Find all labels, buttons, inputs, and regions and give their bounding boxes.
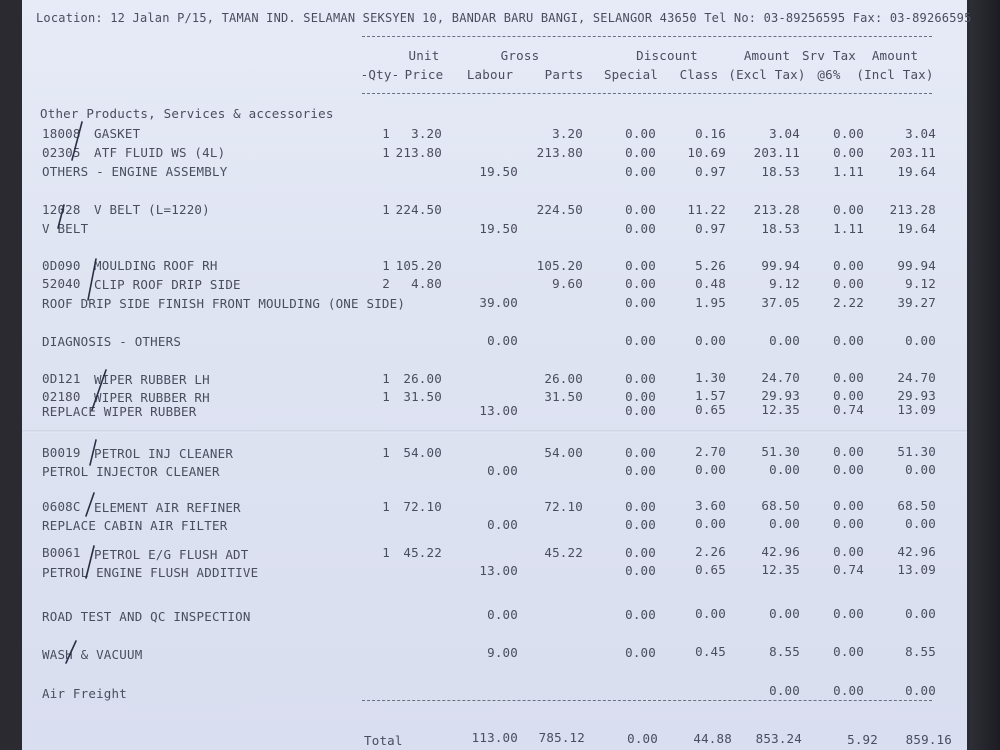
total-parts: 785.12 <box>538 730 585 745</box>
item-special: 0.00 <box>625 545 656 560</box>
background-shadow <box>970 0 1000 750</box>
item-description: WIPER RUBBER RH <box>94 389 210 405</box>
col-qty-header: -Qty- <box>360 67 400 82</box>
item-tax: 0.74 <box>833 402 864 418</box>
item-code: 0D090 <box>42 258 81 273</box>
item-class: 2.70 <box>695 444 726 460</box>
item-code: 18008 <box>42 126 81 141</box>
item-code: 0608C <box>42 499 81 514</box>
item-tax: 0.00 <box>833 544 864 560</box>
item-description: CLIP ROOF DRIP SIDE <box>94 276 241 292</box>
item-excl: 51.30 <box>761 444 800 460</box>
item-class: 0.00 <box>695 605 726 621</box>
col-amount-excl-header-2: (Excl Tax) <box>728 67 806 82</box>
item-code: 02180 <box>42 389 81 404</box>
item-excl: 42.96 <box>761 544 800 560</box>
item-labour: 0.00 <box>487 607 518 622</box>
item-description: ATF FLUID WS (4L) <box>94 145 226 161</box>
item-labour: 13.00 <box>479 563 518 578</box>
item-qty: 1 <box>382 126 390 141</box>
item-parts: 3.20 <box>552 126 583 141</box>
item-tax: 0.00 <box>833 332 864 348</box>
item-incl: 0.00 <box>905 605 936 621</box>
item-incl: 8.55 <box>905 643 936 659</box>
item-description: REPLACE WIPER RUBBER <box>42 404 197 420</box>
item-labour: 39.00 <box>479 295 518 310</box>
item-tax: 0.00 <box>833 516 864 532</box>
item-parts: 72.10 <box>544 499 583 514</box>
item-description: MOULDING ROOF RH <box>94 258 218 274</box>
item-class: 1.57 <box>695 388 726 404</box>
item-tax: 0.00 <box>833 144 864 160</box>
item-incl: 13.09 <box>897 402 936 418</box>
item-incl: 13.09 <box>897 562 936 578</box>
item-excl: 213.28 <box>753 201 800 217</box>
item-special: 0.00 <box>625 276 656 291</box>
item-parts: 54.00 <box>544 445 583 460</box>
item-qty: 1 <box>382 202 390 217</box>
item-labour: 13.00 <box>479 403 518 418</box>
item-code: 52040 <box>42 276 81 291</box>
item-description: OTHERS - ENGINE ASSEMBLY <box>42 164 228 180</box>
item-description: PETROL INJ CLEANER <box>94 446 234 462</box>
item-tax: 0.00 <box>833 388 864 404</box>
item-description: PETROL E/G FLUSH ADT <box>94 546 249 562</box>
item-price: 4.80 <box>411 276 442 291</box>
item-tax: 0.00 <box>833 605 864 621</box>
item-class: 0.65 <box>695 402 726 418</box>
col-labour-header: Labour <box>466 67 514 82</box>
item-price: 26.00 <box>403 371 442 386</box>
item-description: REPLACE CABIN AIR FILTER <box>42 518 228 534</box>
item-class: 1.95 <box>695 294 726 310</box>
item-special: 0.00 <box>625 517 656 532</box>
item-parts: 224.50 <box>536 202 583 217</box>
item-incl: 29.93 <box>897 388 936 404</box>
item-price: 72.10 <box>403 499 442 514</box>
item-code: B0019 <box>42 445 81 460</box>
item-parts: 105.20 <box>536 258 583 273</box>
item-price: 45.22 <box>403 545 442 560</box>
item-class: 0.00 <box>695 516 726 532</box>
item-incl: 203.11 <box>889 144 936 160</box>
col-amount-excl-header-1: Amount <box>743 48 791 63</box>
item-special: 0.00 <box>625 607 656 622</box>
col-srv-tax-header-2: @6% <box>817 67 841 82</box>
col-srv-tax-header-1: Srv Tax <box>801 48 857 63</box>
item-class: 5.26 <box>695 257 726 273</box>
item-incl: 19.64 <box>897 220 936 236</box>
item-qty: 1 <box>382 371 390 386</box>
item-special: 0.00 <box>625 463 656 478</box>
item-class: 0.97 <box>695 163 726 179</box>
item-labour: 9.00 <box>487 645 518 660</box>
item-price: 3.20 <box>411 126 442 141</box>
item-excl: 18.53 <box>761 163 800 179</box>
col-parts-header: Parts <box>544 67 584 82</box>
item-special: 0.00 <box>625 126 656 141</box>
total-amount-excl: 853.24 <box>755 731 802 746</box>
col-discount-header: Discount <box>636 48 698 63</box>
item-description: V BELT <box>42 221 89 237</box>
item-tax: 0.00 <box>833 257 864 273</box>
item-special: 0.00 <box>625 258 656 273</box>
total-srv-tax: 5.92 <box>847 732 878 747</box>
item-excl: 99.94 <box>761 257 800 273</box>
item-description: DIAGNOSIS - OTHERS <box>42 333 182 349</box>
total-class: 44.88 <box>693 731 732 746</box>
item-code: 12028 <box>42 202 81 217</box>
item-special: 0.00 <box>625 563 656 578</box>
item-excl: 68.50 <box>761 498 800 514</box>
item-description: PETROL INJECTOR CLEANER <box>42 464 220 480</box>
item-tax: 0.00 <box>833 462 864 478</box>
item-class: 10.69 <box>687 144 726 160</box>
item-parts: 26.00 <box>544 371 583 386</box>
item-qty: 1 <box>382 545 390 560</box>
item-labour: 19.50 <box>479 164 518 179</box>
col-special-header: Special <box>603 67 659 82</box>
item-excl: 29.93 <box>761 388 800 404</box>
item-class: 0.48 <box>695 275 726 291</box>
item-excl: 12.35 <box>761 402 800 418</box>
item-price: 224.50 <box>395 202 442 217</box>
item-parts: 45.22 <box>544 545 583 560</box>
item-special: 0.00 <box>625 164 656 179</box>
item-incl: 213.28 <box>889 201 936 217</box>
item-qty: 2 <box>382 276 390 291</box>
col-class-header: Class <box>679 67 719 82</box>
total-label: Total <box>364 733 403 748</box>
item-excl: 0.00 <box>769 516 800 532</box>
header-rule-top <box>362 36 932 37</box>
item-parts: 213.80 <box>536 145 583 160</box>
section-title: Other Products, Services & accessories <box>40 106 334 121</box>
item-tax: 0.00 <box>833 370 864 386</box>
header-rule-bottom <box>362 93 932 94</box>
item-tax: 2.22 <box>833 294 864 310</box>
receipt-paper <box>22 0 972 750</box>
item-code: B0061 <box>42 545 81 560</box>
item-description: ELEMENT AIR REFINER <box>94 500 241 516</box>
col-gross-header: Gross <box>500 48 540 63</box>
item-incl: 51.30 <box>897 444 936 460</box>
item-description: PETROL ENGINE FLUSH ADDITIVE <box>42 564 259 580</box>
item-excl: 37.05 <box>761 294 800 310</box>
item-tax: 0.74 <box>833 562 864 578</box>
item-excl: 0.00 <box>769 682 800 698</box>
item-price: 54.00 <box>403 445 442 460</box>
item-incl: 68.50 <box>897 498 936 514</box>
item-incl: 3.04 <box>905 126 936 141</box>
item-excl: 203.11 <box>753 144 800 160</box>
item-qty: 1 <box>382 389 390 404</box>
col-unit-price-header-1: Unit <box>408 48 440 63</box>
item-labour: 0.00 <box>487 517 518 532</box>
item-incl: 9.12 <box>905 275 936 291</box>
item-labour: 0.00 <box>487 333 518 348</box>
item-class: 0.65 <box>695 562 726 578</box>
item-special: 0.00 <box>625 389 656 404</box>
item-qty: 1 <box>382 258 390 273</box>
item-excl: 0.00 <box>769 332 800 348</box>
location-line: Location: 12 Jalan P/15, TAMAN IND. SELAMAN SEKSYEN 10, BANDAR BARU BANGI, SELANGOR 43650 Tel No: 03-89256595 Fax: 03-89266595 <box>36 11 972 25</box>
item-special: 0.00 <box>625 202 656 217</box>
item-special: 0.00 <box>625 445 656 460</box>
col-amount-incl-header-1: Amount <box>871 48 919 63</box>
item-qty: 1 <box>382 499 390 514</box>
item-description: V BELT (L=1220) <box>94 202 210 218</box>
item-class: 0.00 <box>695 462 726 478</box>
item-parts: 9.60 <box>552 276 583 291</box>
item-special: 0.00 <box>625 499 656 514</box>
item-special: 0.00 <box>625 371 656 386</box>
item-description: ROOF DRIP SIDE FINISH FRONT MOULDING (ONE SIDE) <box>42 295 406 311</box>
item-incl: 0.00 <box>905 462 936 478</box>
total-amount-incl: 859.16 <box>905 732 952 747</box>
item-excl: 18.53 <box>761 220 800 236</box>
item-incl: 0.00 <box>905 516 936 532</box>
item-incl: 24.70 <box>897 370 936 386</box>
item-special: 0.00 <box>625 645 656 660</box>
col-unit-price-header-2: Price <box>404 67 444 82</box>
item-price: 31.50 <box>403 389 442 404</box>
item-class: 1.30 <box>695 370 726 386</box>
item-price: 213.80 <box>395 145 442 160</box>
item-incl: 99.94 <box>897 257 936 273</box>
item-special: 0.00 <box>625 295 656 310</box>
item-incl: 39.27 <box>897 294 936 310</box>
item-tax: 0.00 <box>833 444 864 460</box>
item-class: 11.22 <box>687 201 726 217</box>
col-amount-incl-header-2: (Incl Tax) <box>856 67 934 82</box>
item-class: 0.16 <box>695 126 726 141</box>
item-incl: 42.96 <box>897 544 936 560</box>
item-code: 0D121 <box>42 371 81 386</box>
item-code: 02305 <box>42 145 81 160</box>
item-special: 0.00 <box>625 403 656 418</box>
item-description: WIPER RUBBER LH <box>94 371 210 387</box>
item-tax: 1.11 <box>833 220 864 236</box>
item-class: 0.97 <box>695 220 726 236</box>
item-excl: 9.12 <box>769 275 800 291</box>
item-excl: 3.04 <box>769 126 800 141</box>
item-tax: 0.00 <box>833 275 864 291</box>
item-tax: 0.00 <box>833 682 864 698</box>
item-labour: 19.50 <box>479 221 518 236</box>
total-special: 0.00 <box>627 731 658 746</box>
item-class: 3.60 <box>695 498 726 514</box>
item-description: GASKET <box>94 126 141 141</box>
item-tax: 0.00 <box>833 126 864 141</box>
item-qty: 1 <box>382 145 390 160</box>
item-special: 0.00 <box>625 221 656 236</box>
item-excl: 0.00 <box>769 462 800 478</box>
item-labour: 0.00 <box>487 463 518 478</box>
item-tax: 0.00 <box>833 201 864 217</box>
item-excl: 12.35 <box>761 562 800 578</box>
item-tax: 1.11 <box>833 163 864 179</box>
item-class: 0.00 <box>695 332 726 348</box>
item-price: 105.20 <box>395 258 442 273</box>
item-class: 2.26 <box>695 544 726 560</box>
item-incl: 19.64 <box>897 163 936 179</box>
item-tax: 0.00 <box>833 498 864 514</box>
paper-fold <box>22 430 967 433</box>
item-parts: 31.50 <box>544 389 583 404</box>
item-description: WASH & VACUUM <box>42 646 143 662</box>
item-excl: 0.00 <box>769 605 800 621</box>
item-incl: 0.00 <box>905 682 936 698</box>
item-qty: 1 <box>382 445 390 460</box>
total-labour: 113.00 <box>471 730 518 745</box>
item-incl: 0.00 <box>905 332 936 348</box>
item-tax: 0.00 <box>833 643 864 659</box>
item-special: 0.00 <box>625 145 656 160</box>
total-rule <box>362 700 932 701</box>
item-description: ROAD TEST AND QC INSPECTION <box>42 608 251 624</box>
item-excl: 24.70 <box>761 370 800 386</box>
item-description: Air Freight <box>42 685 127 701</box>
item-special: 0.00 <box>625 333 656 348</box>
item-class: 0.45 <box>695 643 726 659</box>
item-excl: 8.55 <box>769 643 800 659</box>
